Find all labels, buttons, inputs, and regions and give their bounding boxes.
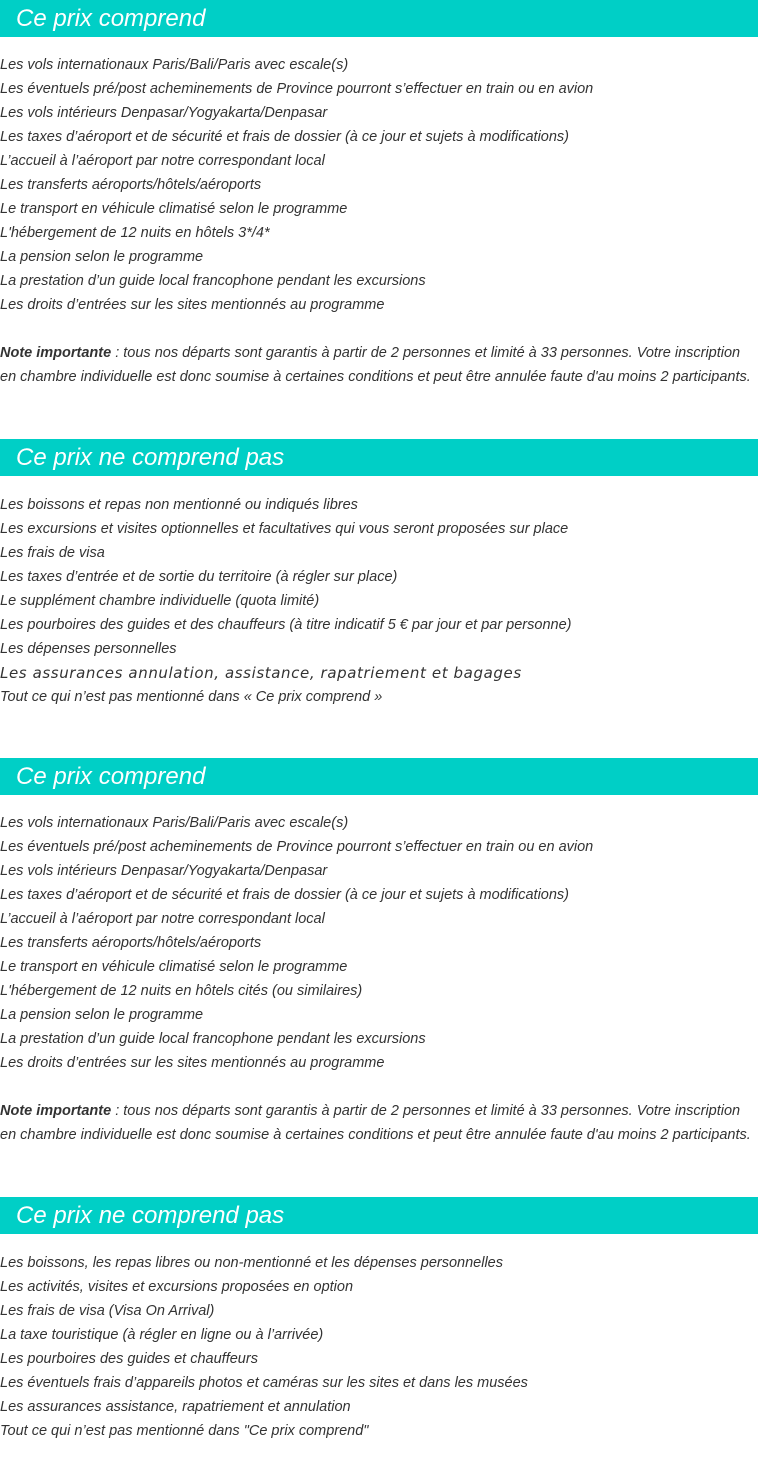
list-item: Les frais de visa bbox=[0, 545, 105, 561]
list-item: Les pourboires des guides et des chauffeurs (à titre indicatif 5 € par jour et par personne) bbox=[0, 617, 572, 633]
included-list bbox=[0, 53, 758, 317]
list-item: Les éventuels frais d’appareils photos et caméras sur les sites et dans les musées bbox=[0, 1375, 528, 1391]
list-item: Les assurances assistance, rapatriement et annulation bbox=[0, 1399, 351, 1415]
note-text: : tous nos départs sont garantis à partir de 2 personnes et limité à 33 personnes. Votre inscription en chambre individuelle est donc soumise à certaines conditions et peut être annulée faute d'au moins 2 participants. bbox=[0, 345, 751, 385]
list-item: L’accueil à l’aéroport par notre correspondant local bbox=[0, 911, 325, 927]
section-included-1 bbox=[0, 0, 758, 389]
list-item: Les vols internationaux Paris/Bali/Paris avec escale(s) bbox=[0, 815, 349, 831]
list-item: La prestation d’un guide local francophone pendant les excursions bbox=[0, 273, 426, 289]
list-item: Les assurances annulation, assistance, rapatriement et bagages bbox=[0, 664, 522, 682]
list-item: Les transferts aéroports/hôtels/aéroports bbox=[0, 177, 262, 193]
list-item: Les dépenses personnelles bbox=[0, 641, 177, 657]
list-item: Tout ce qui n’est pas mentionné dans "Ce prix comprend" bbox=[0, 1423, 369, 1439]
section-title: Ce prix comprend bbox=[0, 0, 758, 37]
important-note bbox=[0, 1099, 758, 1147]
list-item: Le transport en véhicule climatisé selon le programme bbox=[0, 201, 348, 217]
list-item: Les excursions et visites optionnelles et facultatives qui vous seront proposées sur place bbox=[0, 521, 569, 537]
list-item: Les droits d’entrées sur les sites mentionnés au programme bbox=[0, 297, 385, 313]
note-text: : tous nos départs sont garantis à partir de 2 personnes et limité à 33 personnes. Votre inscription en chambre individuelle est donc soumise à certaines conditions et peut être annulée faute d'au moins 2 participants. bbox=[0, 1103, 751, 1143]
list-item: Les boissons, les repas libres ou non-mentionné et les dépenses personnelles bbox=[0, 1255, 503, 1271]
list-item: Les vols intérieurs Denpasar/Yogyakarta/Denpasar bbox=[0, 863, 328, 879]
important-note bbox=[0, 341, 758, 389]
list-item: Les éventuels pré/post acheminements de Province pourront s’effectuer en train ou en avion bbox=[0, 81, 594, 97]
excluded-list bbox=[0, 1251, 758, 1443]
section-excluded-2 bbox=[0, 1197, 758, 1443]
list-item: La taxe touristique (à régler en ligne ou à l’arrivée) bbox=[0, 1327, 324, 1343]
list-item: Les activités, visites et excursions proposées en option bbox=[0, 1279, 354, 1295]
list-item: La pension selon le programme bbox=[0, 249, 204, 265]
section-included-2 bbox=[0, 758, 758, 1147]
list-item: L’accueil à l’aéroport par notre correspondant local bbox=[0, 153, 325, 169]
list-item: L'hébergement de 12 nuits en hôtels 3*/4* bbox=[0, 225, 270, 241]
excluded-list bbox=[0, 493, 758, 709]
list-item: Les droits d’entrées sur les sites mentionnés au programme bbox=[0, 1055, 385, 1071]
list-item: Les taxes d’aéroport et de sécurité et frais de dossier (à ce jour et sujets à modifications) bbox=[0, 887, 570, 903]
list-item: Les éventuels pré/post acheminements de Province pourront s’effectuer en train ou en avion bbox=[0, 839, 594, 855]
list-item: Les boissons et repas non mentionné ou indiqués libres bbox=[0, 497, 358, 513]
list-item: Les frais de visa (Visa On Arrival) bbox=[0, 1303, 215, 1319]
list-item: La prestation d’un guide local francophone pendant les excursions bbox=[0, 1031, 426, 1047]
list-item: Les pourboires des guides et chauffeurs bbox=[0, 1351, 258, 1367]
list-item: La pension selon le programme bbox=[0, 1007, 204, 1023]
list-item: Les taxes d’entrée et de sortie du territoire (à régler sur place) bbox=[0, 569, 398, 585]
list-item: Les taxes d’aéroport et de sécurité et frais de dossier (à ce jour et sujets à modifications) bbox=[0, 129, 570, 145]
note-label: Note importante bbox=[0, 1103, 112, 1119]
list-item: Le supplément chambre individuelle (quota limité) bbox=[0, 593, 320, 609]
list-item: Les vols internationaux Paris/Bali/Paris avec escale(s) bbox=[0, 57, 349, 73]
list-item: Les transferts aéroports/hôtels/aéroports bbox=[0, 935, 262, 951]
list-item: Le transport en véhicule climatisé selon le programme bbox=[0, 959, 348, 975]
section-title: Ce prix comprend bbox=[0, 758, 758, 795]
list-item: Les vols intérieurs Denpasar/Yogyakarta/Denpasar bbox=[0, 105, 328, 121]
section-excluded-1 bbox=[0, 439, 758, 709]
note-label: Note importante bbox=[0, 345, 112, 361]
section-title: Ce prix ne comprend pas bbox=[0, 1197, 758, 1234]
included-list bbox=[0, 811, 758, 1075]
list-item: L'hébergement de 12 nuits en hôtels cités (ou similaires) bbox=[0, 983, 363, 999]
section-title: Ce prix ne comprend pas bbox=[0, 439, 758, 476]
list-item: Tout ce qui n’est pas mentionné dans « Ce prix comprend » bbox=[0, 689, 383, 705]
